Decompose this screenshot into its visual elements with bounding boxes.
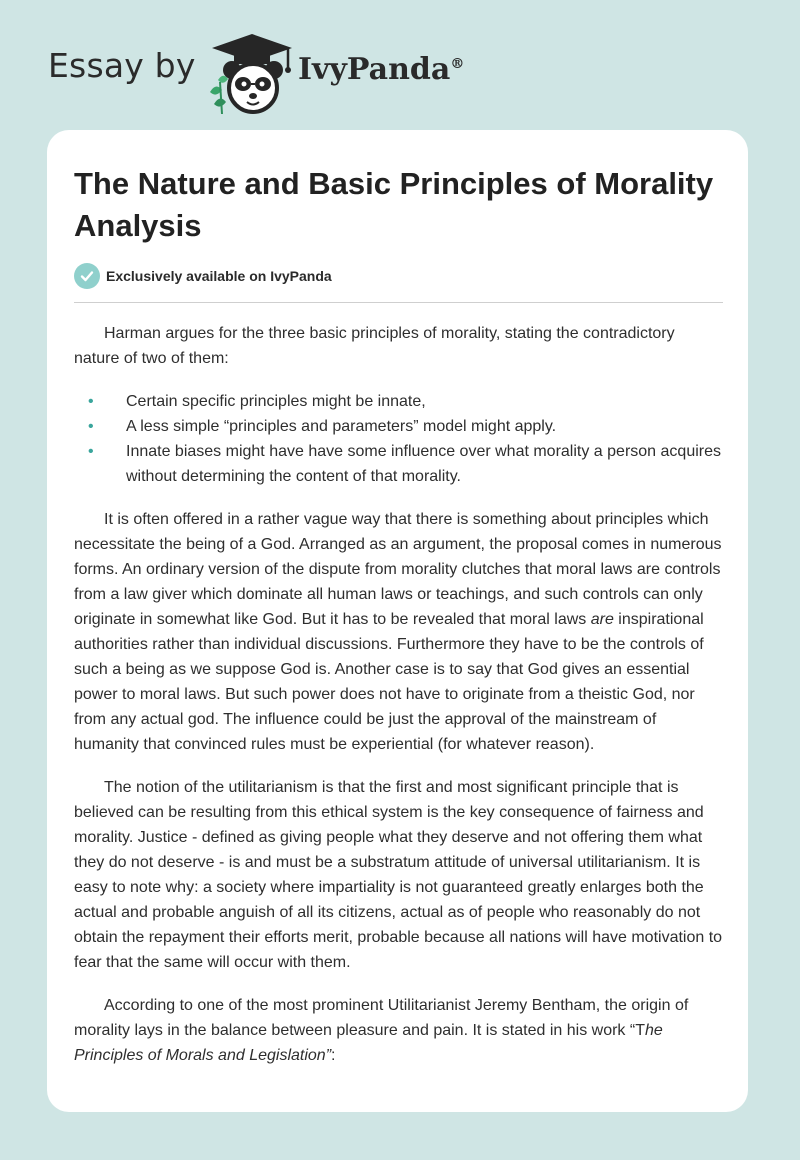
- exclusive-badge: [74, 263, 332, 289]
- essay-card: [47, 130, 748, 1112]
- list-item-text: Certain specific principles might be innate,: [126, 393, 426, 410]
- paragraph-bentham: [74, 993, 723, 1068]
- paragraph-text: It is often offered in a rather vague way that there is something about principles which necessitate the being of a God. Arranged as an argument, the proposal comes in numerous forms. An ordinary version of the dispute from morality clutches that moral laws are controls from a law giver which dominate all human laws or teachings, and such controls can only originate in somewhat like God. But it has to be revealed that moral laws: [74, 511, 722, 628]
- paragraph-utilitarianism: The notion of the utilitarianism is that the first and most significant principle that is believed can be resulting from this ethical system is the key consequence of fairness and morality. Justice - defined as giving people what they deserve and not offering them what they do not deserve - is and must be a substratum attitude of universal utilitarianism. It is easy to note why: a society where impartiality is not guaranteed greatly enlarges both the actual and probable anguish of all its citizens, actual as of people who reasonably do not obtain the repayment their efforts merit, probable because all nations will have motivation to fear that the same will occur with them.: [74, 779, 723, 971]
- list-item: [74, 389, 723, 414]
- bullet-icon: •: [88, 418, 94, 435]
- essay-body: [74, 321, 723, 1086]
- list-item: [74, 439, 723, 489]
- paragraph-text: :: [331, 1047, 336, 1064]
- check-icon: [74, 263, 100, 289]
- emphasis-text: are: [590, 611, 614, 628]
- list-item-text: A less simple “principles and parameters” model might apply.: [126, 418, 557, 435]
- brand-registered-mark: ®: [450, 56, 465, 72]
- brand-name: [298, 52, 464, 87]
- bullet-icon: •: [88, 393, 94, 410]
- divider: [74, 302, 723, 303]
- paragraph-text: inspirational authorities rather than individual discussions. Furthermore they have to be the controls of such a being as we suppose God is. Another case is to say that God gives an essential power to moral laws. But such power does not have to originate from a theistic God, nor from any actual god. The influence could be just the approval of the mainstream of humanity that convinced rules must be experiential (for whatever reason).: [74, 611, 704, 753]
- brand-name-text: IvyPanda: [298, 52, 451, 87]
- list-item: [74, 414, 723, 439]
- principles-list: [74, 389, 723, 489]
- panda-logo-icon: [200, 30, 300, 114]
- paragraph-god-argument: [74, 507, 723, 757]
- paragraph-text: According to one of the most prominent Utilitarianist Jeremy Bentham, the origin of morality lays in the balance between pleasure and pain. It is stated in his work “T: [74, 997, 689, 1039]
- list-item-text: Innate biases might have have some influence over what morality a person acquires without determining the content of that morality.: [126, 443, 721, 485]
- brand-header[interactable]: [48, 30, 488, 114]
- exclusive-badge-label: Exclusively available on IvyPanda: [106, 268, 332, 284]
- page-title: The Nature and Basic Principles of Morality Analysis: [74, 166, 714, 243]
- bullet-icon: •: [88, 443, 94, 460]
- work-title: he Principles of Morals and Legislation”: [74, 1022, 663, 1064]
- brand-prefix: Essay by: [48, 46, 196, 85]
- paragraph-intro: Harman argues for the three basic principles of morality, stating the contradictory nature of two of them:: [74, 325, 675, 367]
